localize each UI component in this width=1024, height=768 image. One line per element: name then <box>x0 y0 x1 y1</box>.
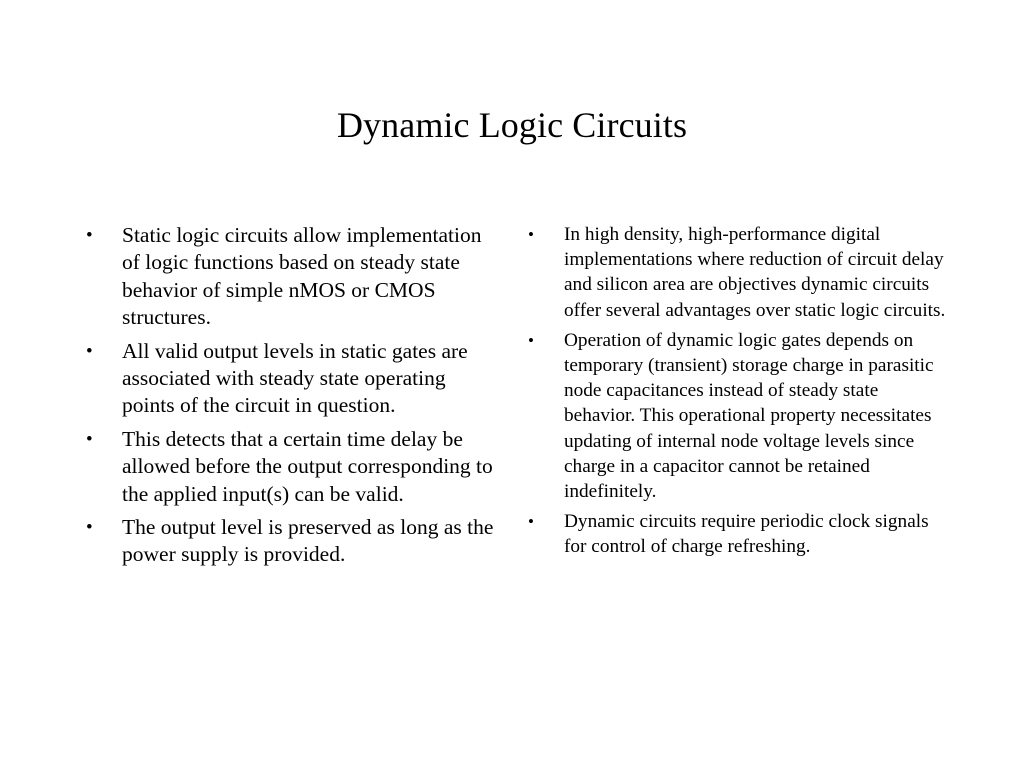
list-item <box>526 509 946 559</box>
bullet-icon: • <box>528 225 534 244</box>
slide-body <box>0 222 1024 692</box>
list-item-text: In high density, high-performance digital implementations where reduction of circuit delay and silicon area are objectives dynamic circuits offer several advantages over static logic circuits. <box>564 224 946 321</box>
list-item <box>84 222 496 332</box>
list-item-text: Dynamic circuits require periodic clock signals for control of charge refreshing. <box>564 511 929 558</box>
list-item <box>526 222 946 323</box>
list-item-text: The output level is preserved as long as the power supply is provided. <box>122 515 494 567</box>
bullet-icon: • <box>528 330 534 350</box>
list-item-text: Static logic circuits allow implementation of logic functions based on steady state behavior of simple nMOS or CMOS structures. <box>122 223 482 330</box>
right-column <box>526 222 946 565</box>
list-item-text: All valid output levels in static gates are associated with steady state operating points of the circuit in question. <box>122 338 468 418</box>
bullet-icon: • <box>528 512 534 532</box>
list-item <box>84 426 496 508</box>
list-item-text: Operation of dynamic logic gates depends on temporary (transient) storage charge in parasitic node capacitances instead of steady state behavior. This operational property necessitates updating of internal node voltage levels since charge in a capacitor cannot be retained indefinitely. <box>564 329 934 503</box>
bullet-icon: • <box>86 428 93 450</box>
bullet-icon: • <box>86 340 93 362</box>
right-bullet-list <box>526 222 946 560</box>
page-title: Dynamic Logic Circuits <box>336 105 688 145</box>
list-item <box>84 338 496 420</box>
bullet-icon: • <box>86 225 93 246</box>
list-item-text: This detects that a certain time delay be allowed before the output corresponding to the applied input(s) can be valid. <box>122 426 493 506</box>
left-column <box>84 222 496 575</box>
list-item <box>526 328 946 504</box>
bullet-icon: • <box>86 517 93 539</box>
list-item <box>84 514 496 569</box>
left-bullet-list <box>84 222 496 569</box>
